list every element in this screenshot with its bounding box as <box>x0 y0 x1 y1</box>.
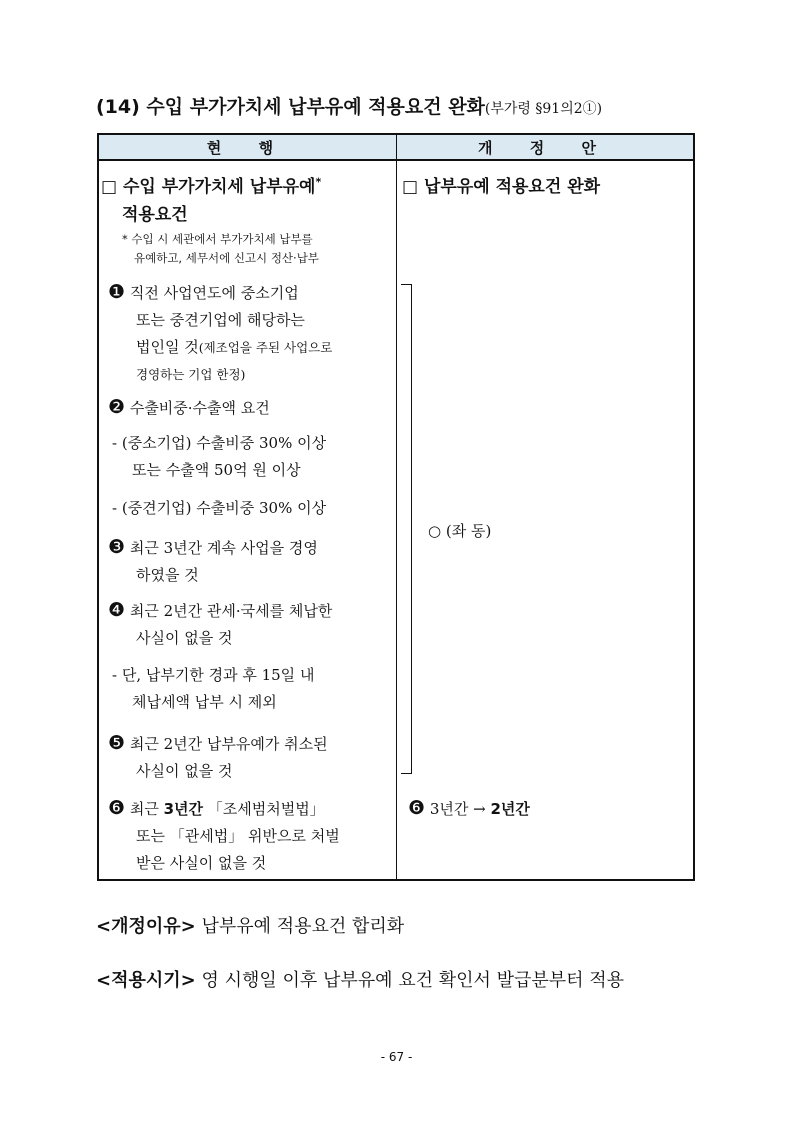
item-5-number: ❺ <box>108 732 126 754</box>
grouping-bracket <box>401 284 412 774</box>
item-2-text: 수출비중·수출액 요건 <box>129 399 270 417</box>
item-4-sub-line-1: - 단, 납부기한 경과 후 15일 내 <box>112 666 315 684</box>
amendment-reason <box>96 912 404 938</box>
revised-item-6-from: 3년간 → <box>429 800 486 818</box>
requirement-6 <box>108 795 340 877</box>
item-3-number: ❸ <box>108 536 126 558</box>
section-title <box>96 92 602 119</box>
item-2-number: ❷ <box>108 396 126 418</box>
effective-label: <적용시기> <box>96 970 196 991</box>
requirement-4-exception <box>112 662 314 716</box>
item-5-line-1: 최근 2년간 납부유예가 취소된 <box>129 735 328 753</box>
item-3-line-2: 하였을 것 <box>136 566 199 584</box>
current-note <box>122 230 319 268</box>
section-title-reference: (부가령 §91의2①) <box>484 101 603 117</box>
reason-text: 납부유예 적용요건 합리화 <box>201 916 405 937</box>
current-heading-line2: 적용요건 <box>122 205 188 225</box>
section-title-main: (14) 수입 부가가치세 납부유예 적용요건 완화 <box>96 96 485 118</box>
item-5-line-2: 사실이 없을 것 <box>136 762 233 780</box>
item-6-line-3: 받은 사실이 없을 것 <box>136 854 267 872</box>
item-4-number: ❹ <box>108 599 126 621</box>
item-4-line-2: 사실이 없을 것 <box>136 629 233 647</box>
requirement-2-sme <box>112 430 326 484</box>
current-heading-line1: □ 수입 부가가치세 납부유예* <box>101 175 322 197</box>
note-line-2: 유예하고, 세무서에 신고시 정산·납부 <box>134 251 319 265</box>
item-1-line-1: 직전 사업연도에 중소기업 <box>129 284 299 302</box>
page-number: - 67 - <box>380 1050 413 1064</box>
item-1-number: ❶ <box>108 281 126 303</box>
header-divider <box>396 135 397 161</box>
item-3-line-1: 최근 3년간 계속 사업을 경영 <box>129 539 318 557</box>
note-line-1: * 수입 시 세관에서 부가가치세 납부를 <box>122 232 313 246</box>
item-6-rest: 「조세범처벌법」 <box>207 800 325 818</box>
revised-same-as-left: ○ (좌 동) <box>428 522 492 540</box>
effective-date <box>96 966 624 992</box>
header-revised: 개 정 안 <box>397 135 693 161</box>
revised-item-6-to: 2년간 <box>490 800 530 818</box>
item-4-sub-line-2: 체납세액 납부 시 제외 <box>132 693 277 711</box>
item-6-bold-period: 3년간 <box>163 800 204 818</box>
item-1-line-4: 경영하는 기업 한정) <box>136 367 246 382</box>
column-divider <box>396 161 397 879</box>
requirement-4 <box>108 597 332 652</box>
item-4-line-1: 최근 2년간 관세·국세를 체납한 <box>129 602 333 620</box>
requirement-2-midsize: - (중견기업) 수출비중 30% 이상 <box>112 499 327 517</box>
revised-heading: □ 납부유예 적용요건 완화 <box>402 177 601 197</box>
item-2-sub-1-line-1: - (중소기업) 수출비중 30% 이상 <box>112 434 327 452</box>
item-6-pre: 최근 <box>129 800 159 818</box>
reason-label: <개정이유> <box>96 916 196 937</box>
requirement-3 <box>108 534 318 589</box>
requirement-5 <box>108 730 328 785</box>
item-1-line-3: 법인일 것 <box>136 338 199 356</box>
item-1-line-3-note: (제조업을 주된 사업으로 <box>198 340 333 355</box>
footnote-mark: * <box>315 175 322 189</box>
revised-item-6-number: ❻ <box>408 797 426 819</box>
effective-text: 영 시행일 이후 납부유예 요건 확인서 발급분부터 적용 <box>201 970 625 991</box>
revised-item-6 <box>408 795 530 823</box>
item-6-line-2: 또는 「관세법」 위반으로 처벌 <box>136 827 340 845</box>
header-current: 현 행 <box>99 135 397 161</box>
item-2-sub-1-line-2: 또는 수출액 50억 원 이상 <box>132 461 301 479</box>
requirement-1 <box>108 279 332 388</box>
item-6-number: ❻ <box>108 797 126 819</box>
requirement-2 <box>108 394 270 422</box>
item-1-line-2: 또는 중견기업에 해당하는 <box>136 311 305 329</box>
